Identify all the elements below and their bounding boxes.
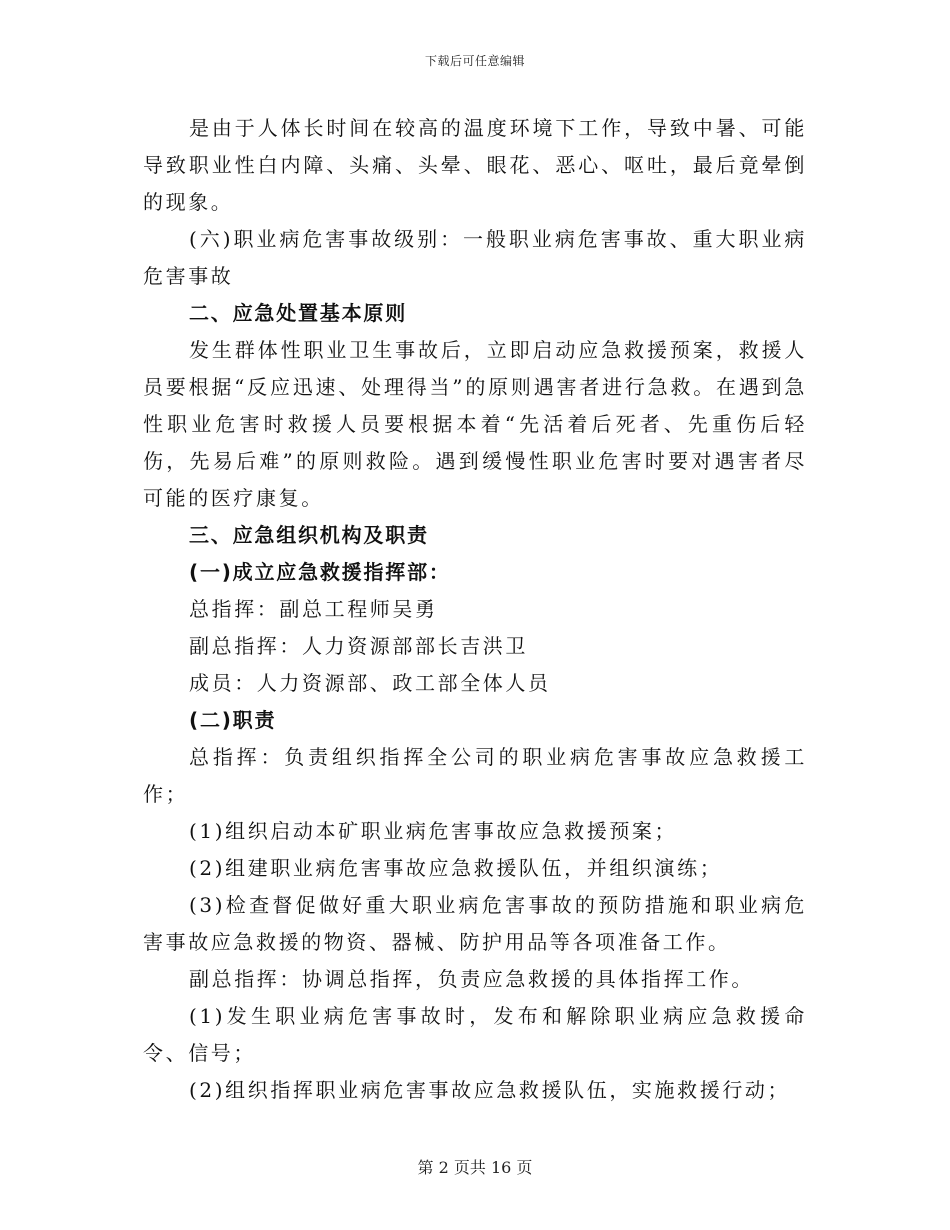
paragraph-commander-duty: 总指挥：负责组织指挥全公司的职业病危害事故应急救援工作；: [143, 745, 807, 806]
document-body: [143, 110, 807, 1109]
subheading-duties: (二)职责: [189, 708, 277, 732]
page-footer: 第 2 页共 16 页: [417, 1158, 533, 1177]
subheading-command-center: (一)成立应急救援指挥部：: [189, 560, 451, 584]
section-heading-principles: 二、应急处置基本原则: [189, 301, 407, 325]
list-item-commander-3: (3)检查督促做好重大职业病危害事故的预防措施和职业病危害事故应急救援的物资、器械、防护用品等各项准备工作。: [143, 893, 807, 954]
list-item-deputy-2: (2)组织指挥职业病危害事故应急救援队伍，实施救援行动；: [189, 1078, 791, 1102]
list-item-commander-1: (1)组织启动本矿职业病危害事故应急救援预案；: [189, 819, 678, 843]
paragraph-principles: 发生群体性职业卫生事故后，立即启动应急救援预案，救援人员要根据“反应迅速、处理得当”的原则遇害者进行急救。在遇到急性职业危害时救援人员要根据本着“先活着后死者、先重伤后轻伤，先易后难”的原则救险。遇到缓慢性职业危害时要对遇害者尽可能的医疗康复。: [143, 338, 807, 510]
line-members: 成员：人力资源部、政工部全体人员: [189, 671, 551, 695]
paragraph-accident-levels: (六)职业病危害事故级别：一般职业病危害事故、重大职业病危害事故: [143, 227, 807, 288]
line-deputy-commander: 副总指挥：人力资源部部长吉洪卫: [189, 634, 528, 658]
list-item-commander-2: (2)组建职业病危害事故应急救援队伍，并组织演练；: [189, 856, 723, 880]
section-heading-organization: 三、应急组织机构及职责: [189, 523, 429, 547]
line-commander: 总指挥：副总工程师吴勇: [189, 597, 438, 621]
page-header: 下载后可任意编辑: [424, 54, 525, 68]
paragraph-heatstroke-continuation: 是由于人体长时间在较高的温度环境下工作，导致中暑、可能导致职业性白内障、头痛、头晕、眼花、恶心、呕吐，最后竟晕倒的现象。: [143, 116, 807, 214]
paragraph-deputy-duty: 副总指挥：协调总指挥，负责应急救援的具体指挥工作。: [189, 967, 754, 991]
list-item-deputy-1: (1)发生职业病危害事故时，发布和解除职业病应急救援命令、信号；: [143, 1004, 807, 1065]
